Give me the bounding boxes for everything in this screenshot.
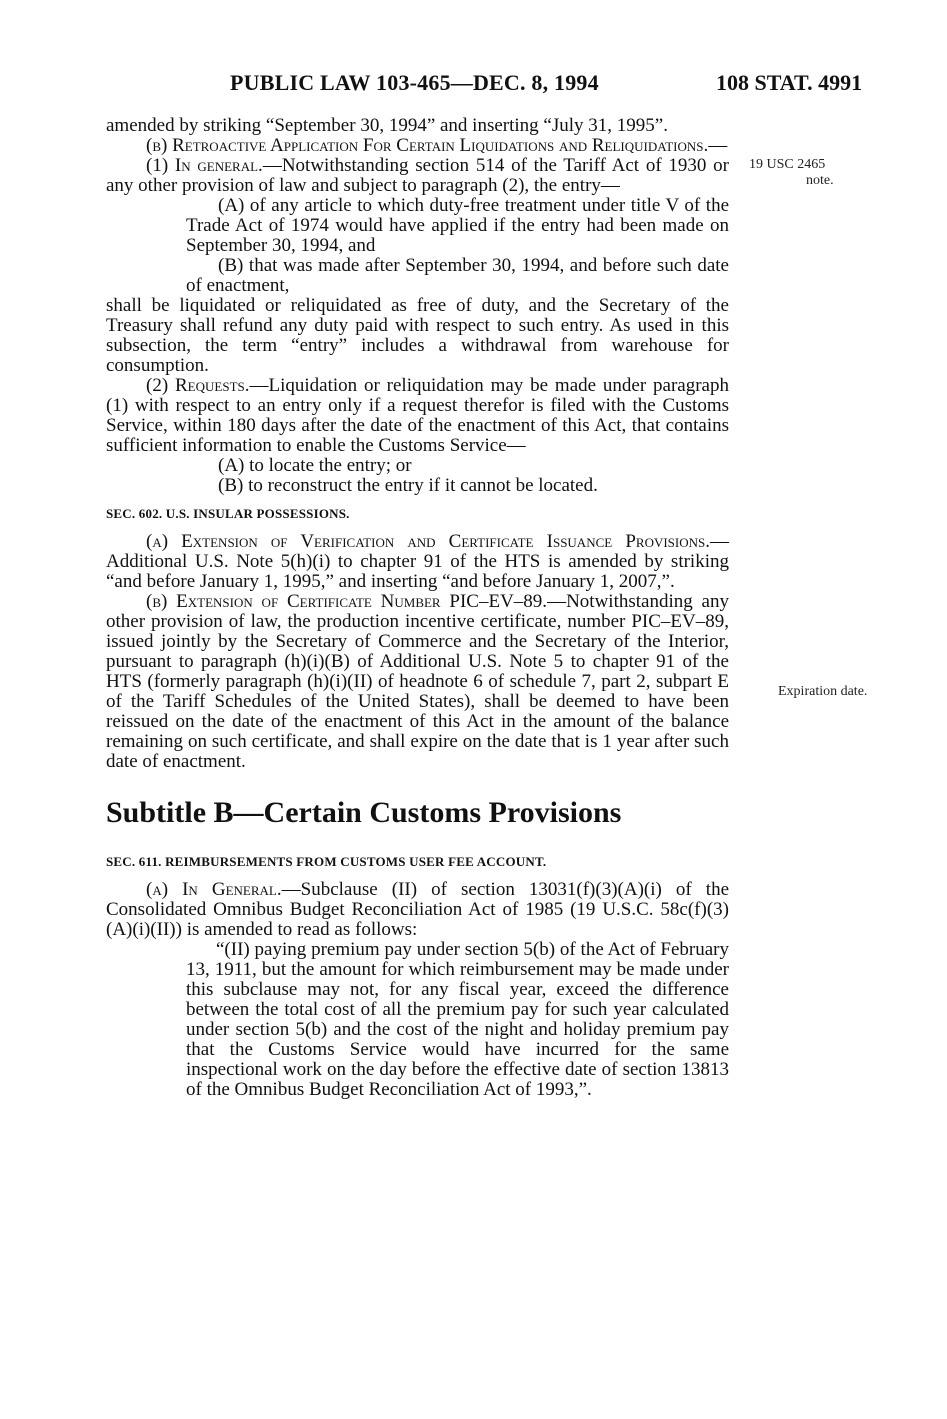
paragraph-602a-heading: (a) Extension of Verification and Certificate Issuance Provisions. [146,531,710,552]
paragraph-1-heading: (1) In general. [146,155,263,176]
paragraph-602b [106,592,729,772]
paragraph-602a-text: —Additional U.S. Note 5(h)(i) to chapter 91 of the HTS is amended by striking “and before January 1, 1995,” and inserting “and before January 1, 2007,”. [106,531,729,592]
paragraph-1-text: —Notwithstanding section 514 of the Tariff Act of 1930 or any other provision of law and subject to paragraph (2), the entry— [106,155,729,196]
paragraph-611a-text: —Subclause (II) of section 13031(f)(3)(A)(i) of the Consolidated Omnibus Budget Reconciliation Act of 1985 (19 U.S.C. 58c(f)(3)(A)(i)(II)) is amended to read as follows: [106,879,730,940]
margin-note-usc [749,157,834,189]
margin-note-usc-line1: 19 USC 2465 [749,157,826,172]
paragraph-b-heading: (b) Retroactive Application For Certain Liquidations and Reliquidations.— [146,135,728,156]
paragraph-611a-heading: (a) In General. [146,879,282,900]
paragraph-1A: (A) of any article to which duty-free treatment under title V of the Trade Act of 1974 would have applied if the entry had been made on September 30, 1994, and [186,195,729,256]
margin-note-expiration: Expiration date. [778,684,868,699]
margin-note-usc-line2: note. [806,173,834,188]
paragraph-602b-heading: (b) Extension of Certificate Number PIC–EV–89. [146,591,548,612]
paragraph-1B: (B) that was made after September 30, 1994, and before such date of enactment, [186,255,729,296]
paragraph-2-heading: (2) Requests. [146,375,250,396]
body-text [106,116,729,1100]
paragraph-2A: (A) to locate the entry; or [218,455,412,476]
paragraph-amended: amended by striking “September 30, 1994” and inserting “July 31, 1995”. [106,115,668,136]
paragraph-602b-text: —Notwithstanding any other provision of law, the production incentive certificate, number PIC–EV–89, issued jointly by the Secretary of Commerce and the Secretary of the Interior, pursuant to paragraph (h)(i)(B) of Additional U.S. Note 5 to chapter 91 of the HTS (formerly paragraph (h)(i)(II) of headnote 6 of schedule 7, part 2, subpart E of the Tariff Schedules of the United States), shall be deemed to have been reissued on the date of the enactment of this Act in the amount of the balance remaining on such certificate, and shall expire on the date that is 1 year after such date of enactment. [106,591,729,772]
quoted-subclause-II: “(II) paying premium pay under section 5(b) of the Act of February 13, 1911, but the amount for which reimbursement may be made under this subclause may not, for any fiscal year, exceed the difference between the total cost of all the premium pay for such year calculated under section 5(b) and the cost of the night and holiday premium pay that the Customs Service would have incurred for the same inspectional work on the day before the effective date of section 13813 of the Omnibus Budget Reconciliation Act of 1993,”. [186,939,729,1100]
section-602-heading: SEC. 602. U.S. INSULAR POSSESSIONS. [106,506,350,521]
paragraph-2B: (B) to reconstruct the entry if it cannot be located. [218,475,598,496]
paragraph-liquidated: shall be liquidated or reliquidated as free of duty, and the Secretary of the Treasury shall refund any duty paid with respect to such entry. As used in this subsection, the term “entry” includes a withdrawal from warehouse for consumption. [106,295,729,376]
subtitle-heading: Subtitle B—Certain Customs Provisions [106,796,622,829]
paragraph-2-requests [106,376,729,456]
section-611-heading: SEC. 611. REIMBURSEMENTS FROM CUSTOMS USER FEE ACCOUNT. [106,854,547,869]
running-header-stat-page: 108 STAT. 4991 [716,70,863,95]
running-header-title: PUBLIC LAW 103-465—DEC. 8, 1994 [230,70,599,95]
paragraph-602a [106,532,729,592]
paragraph-1-in-general [106,156,729,196]
paragraph-2-text: —Liquidation or reliquidation may be made under paragraph (1) with respect to an entry only if a request therefor is filed with the Customs Service, within 180 days after the date of the enactment of this Act, that contains sufficient information to enable the Customs Service— [106,375,729,456]
paragraph-611a [106,880,729,940]
